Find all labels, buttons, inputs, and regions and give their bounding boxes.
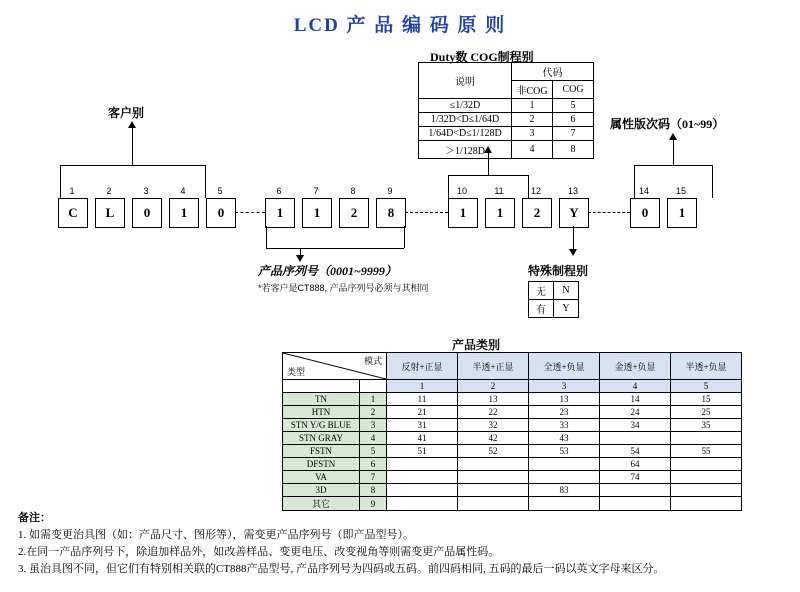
mode-header: 半透+正显 xyxy=(458,353,529,380)
category-code: 83 xyxy=(529,484,600,497)
table-row xyxy=(529,300,579,318)
type-label: STN Y/G BLUE xyxy=(283,419,360,432)
code-number: 2 xyxy=(106,186,112,196)
customer-arrow-head xyxy=(128,121,136,128)
customer-label: 客户别 xyxy=(108,106,145,120)
duty-subheader-cog: COG xyxy=(553,81,594,99)
code-number: 9 xyxy=(387,186,393,196)
table-row xyxy=(283,471,742,484)
table-row xyxy=(283,484,742,497)
category-table-title: 产品类别 xyxy=(452,338,501,352)
mode-index: 4 xyxy=(600,380,671,393)
duty-cog-table xyxy=(418,62,594,159)
attribute-version-label: 属性版次码（01~99） xyxy=(610,117,725,131)
category-code xyxy=(529,497,600,511)
code-number: 15 xyxy=(675,186,686,196)
table-row xyxy=(283,419,742,432)
category-code: 42 xyxy=(458,432,529,445)
category-code xyxy=(671,458,742,471)
duty-arrow-stem xyxy=(488,152,489,175)
code-number: 8 xyxy=(350,186,356,196)
special-arrow-stem xyxy=(573,226,574,250)
special-label-cell: 有 xyxy=(529,300,554,318)
category-code: 41 xyxy=(387,432,458,445)
code-cell-2[interactable]: L xyxy=(95,198,125,228)
mode-index: 1 xyxy=(387,380,458,393)
mode-index: 2 xyxy=(458,380,529,393)
type-index: 2 xyxy=(360,406,387,419)
duty-cog: 6 xyxy=(553,113,594,127)
type-index: 6 xyxy=(360,458,387,471)
duty-header-code: 代码 xyxy=(512,63,594,81)
category-code: 52 xyxy=(458,445,529,458)
category-code: 14 xyxy=(600,393,671,406)
category-code xyxy=(671,432,742,445)
category-code: 31 xyxy=(387,419,458,432)
category-code xyxy=(671,484,742,497)
category-code xyxy=(600,432,671,445)
code-cell-10[interactable]: 1 xyxy=(448,198,478,228)
type-label: STN GRAY xyxy=(283,432,360,445)
code-cell-3[interactable]: 0 xyxy=(132,198,162,228)
category-code xyxy=(387,471,458,484)
category-code xyxy=(387,458,458,471)
category-code xyxy=(458,497,529,511)
code-number: 7 xyxy=(313,186,319,196)
category-code: 25 xyxy=(671,406,742,419)
category-code: 35 xyxy=(671,419,742,432)
code-cell-6[interactable]: 1 xyxy=(265,198,295,228)
code-cell-4[interactable]: 1 xyxy=(169,198,199,228)
table-row xyxy=(419,127,594,141)
mode-header: 半透+负显 xyxy=(671,353,742,380)
group-separator-2 xyxy=(405,212,448,213)
duty-header-desc: 说明 xyxy=(419,63,512,99)
type-index: 8 xyxy=(360,484,387,497)
category-code: 43 xyxy=(529,432,600,445)
mode-index: 3 xyxy=(529,380,600,393)
duty-desc: ＞1/128D xyxy=(419,141,512,159)
note-item: 1. 如需变更治具图（如：产品尺寸、图形等），需变更产品序列号（即产品型号）。 xyxy=(18,529,414,541)
duty-desc: 1/64D<D≤1/128D xyxy=(419,127,512,141)
category-code: 32 xyxy=(458,419,529,432)
category-code xyxy=(671,471,742,484)
code-number: 6 xyxy=(276,186,282,196)
code-number: 14 xyxy=(638,186,649,196)
category-code: 34 xyxy=(600,419,671,432)
category-code xyxy=(529,471,600,484)
code-cell-13[interactable]: Y xyxy=(559,198,589,228)
category-mode-label: 模式 xyxy=(363,356,382,366)
category-code: 33 xyxy=(529,419,600,432)
serial-number-label: 产品序列号（0001~9999） xyxy=(258,264,397,278)
code-cell-14[interactable]: 0 xyxy=(630,198,660,228)
customer-arrow-stem xyxy=(132,128,133,165)
group-separator-3 xyxy=(588,212,630,213)
code-number: 3 xyxy=(143,186,149,196)
type-index: 3 xyxy=(360,419,387,432)
product-category-table xyxy=(282,352,742,511)
spacer-cell xyxy=(283,380,360,393)
type-label: 3D xyxy=(283,484,360,497)
notes-heading: 备注： xyxy=(18,512,51,524)
category-code: 53 xyxy=(529,445,600,458)
duty-noncog: 2 xyxy=(512,113,553,127)
serial-bracket-right xyxy=(404,226,405,248)
table-row xyxy=(283,497,742,511)
special-arrow-head xyxy=(569,249,577,256)
serial-bracket-left xyxy=(266,226,267,248)
page-title: LCD 产 品 编 码 原 则 xyxy=(293,15,507,36)
code-number: 5 xyxy=(217,186,223,196)
special-code-cell: N xyxy=(554,282,579,300)
code-number: 13 xyxy=(567,186,578,196)
category-code: 51 xyxy=(387,445,458,458)
category-type-label: 类型 xyxy=(287,367,306,377)
duty-noncog: 3 xyxy=(512,127,553,141)
type-index: 5 xyxy=(360,445,387,458)
code-cell-15[interactable]: 1 xyxy=(667,198,697,228)
code-number: 1 xyxy=(69,186,75,196)
code-number: 10 xyxy=(456,186,467,196)
category-code: 13 xyxy=(458,393,529,406)
category-code: 21 xyxy=(387,406,458,419)
attribute-arrow-stem xyxy=(673,140,674,165)
code-number: 12 xyxy=(530,186,541,196)
special-label-cell: 无 xyxy=(529,282,554,300)
type-index: 9 xyxy=(360,497,387,511)
category-code xyxy=(600,484,671,497)
table-row xyxy=(419,141,594,159)
type-index: 4 xyxy=(360,432,387,445)
attribute-bracket-top xyxy=(634,165,712,166)
mode-header: 反射+正显 xyxy=(387,353,458,380)
type-label: DFSTN xyxy=(283,458,360,471)
table-row xyxy=(283,393,742,406)
table-row xyxy=(283,432,742,445)
type-label: FSTN xyxy=(283,445,360,458)
code-number: 11 xyxy=(494,186,504,196)
group-separator-1 xyxy=(235,212,265,213)
type-label: TN xyxy=(283,393,360,406)
type-label: HTN xyxy=(283,406,360,419)
table-row xyxy=(529,282,579,300)
duty-desc: 1/32D<D≤1/64D xyxy=(419,113,512,127)
code-cell-9[interactable]: 8 xyxy=(376,198,406,228)
duty-arrow-head xyxy=(484,146,492,153)
category-code: 64 xyxy=(600,458,671,471)
note-item: 3. 虽治具图不同，但它们有特别相关联的CT888产品型号, 产品序列号为四码或五码。前四码相同, 五码的最后一码以英文字母来区分。 xyxy=(18,563,665,575)
category-code: 24 xyxy=(600,406,671,419)
special-code-cell: Y xyxy=(554,300,579,318)
duty-cog: 7 xyxy=(553,127,594,141)
category-code xyxy=(671,497,742,511)
duty-bracket-top xyxy=(448,175,528,176)
category-code xyxy=(600,497,671,511)
category-code xyxy=(387,497,458,511)
customer-bracket-top xyxy=(60,165,205,166)
table-row xyxy=(283,458,742,471)
code-cell-11[interactable]: 1 xyxy=(485,198,515,228)
code-cell-5[interactable]: 0 xyxy=(206,198,236,228)
code-number: 4 xyxy=(180,186,186,196)
category-code: 54 xyxy=(600,445,671,458)
category-code xyxy=(458,458,529,471)
spacer-cell xyxy=(360,380,387,393)
duty-table-title: Duty数 COG制程别 xyxy=(430,50,534,64)
mode-header: 金透+负显 xyxy=(600,353,671,380)
duty-noncog: 1 xyxy=(512,99,553,113)
type-index: 1 xyxy=(360,393,387,406)
table-row xyxy=(283,445,742,458)
table-row xyxy=(419,99,594,113)
category-code xyxy=(387,484,458,497)
code-cell-7[interactable]: 1 xyxy=(302,198,332,228)
type-index: 7 xyxy=(360,471,387,484)
category-corner-cell xyxy=(283,353,387,380)
note-item: 2.在同一产品序列号下，除追加样品外，如改善样品、变更电压、改变视角等则需变更产品属性码。 xyxy=(18,546,500,558)
category-code: 15 xyxy=(671,393,742,406)
mode-index: 5 xyxy=(671,380,742,393)
table-subheader-row xyxy=(283,380,742,393)
type-label: 其它 xyxy=(283,497,360,511)
serial-bracket-bottom xyxy=(266,248,404,249)
table-row xyxy=(283,406,742,419)
table-header-row xyxy=(283,353,742,380)
table-row xyxy=(419,113,594,127)
code-cell-8[interactable]: 2 xyxy=(339,198,369,228)
category-code xyxy=(458,471,529,484)
mode-header: 全透+负显 xyxy=(529,353,600,380)
category-code: 55 xyxy=(671,445,742,458)
serial-number-note: *若客户是CT888, 产品序列号必须与其相同 xyxy=(258,283,429,293)
category-code: 23 xyxy=(529,406,600,419)
category-code: 22 xyxy=(458,406,529,419)
category-code: 74 xyxy=(600,471,671,484)
category-code xyxy=(529,458,600,471)
duty-noncog: 4 xyxy=(512,141,553,159)
duty-subheader-noncog: 非COG xyxy=(512,81,553,99)
category-code: 11 xyxy=(387,393,458,406)
code-cell-12[interactable]: 2 xyxy=(522,198,552,228)
serial-arrow-head xyxy=(296,255,304,262)
duty-cog: 8 xyxy=(553,141,594,159)
notes-section xyxy=(18,510,665,578)
attribute-bracket-right xyxy=(712,165,713,198)
category-code xyxy=(458,484,529,497)
type-label: VA xyxy=(283,471,360,484)
special-process-label: 特殊制程别 xyxy=(528,264,589,278)
duty-cog: 5 xyxy=(553,99,594,113)
special-process-table xyxy=(528,281,579,318)
code-cell-1[interactable]: C xyxy=(58,198,88,228)
duty-desc: ≤1/32D xyxy=(419,99,512,113)
category-code: 13 xyxy=(529,393,600,406)
attribute-arrow-head xyxy=(669,133,677,140)
